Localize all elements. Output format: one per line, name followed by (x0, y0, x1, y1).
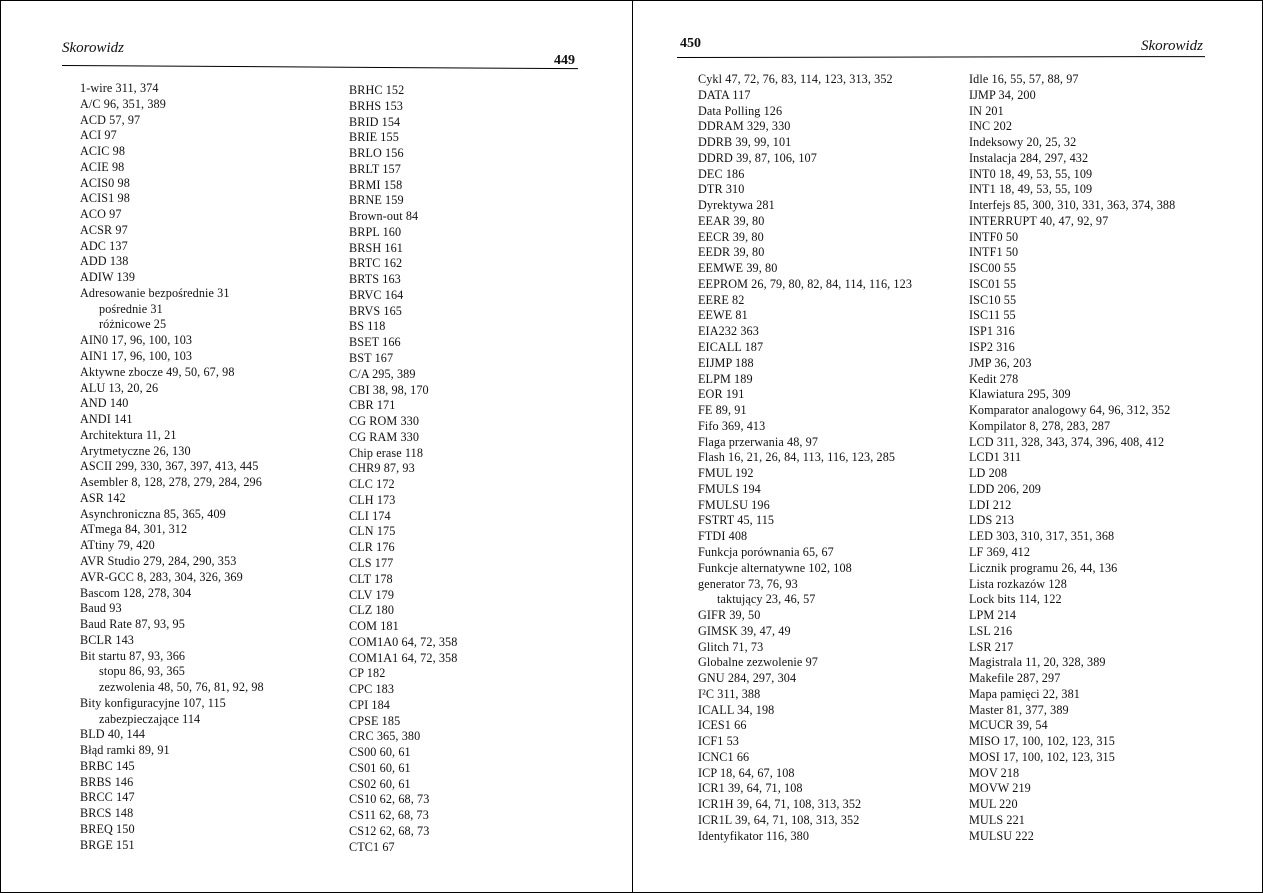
index-entry: Bity konfiguracyjne 107, 115 (80, 695, 226, 710)
index-column-2 (969, 72, 1175, 845)
index-entry: BRHC 152 (349, 83, 405, 97)
index-entry: MISO 17, 100, 102, 123, 315 (969, 734, 1115, 749)
index-entry: COM 181 (349, 619, 399, 634)
index-entry: Klawiatura 295, 309 (969, 387, 1071, 402)
index-entry: CLN 175 (349, 524, 396, 539)
index-entry: Funkcja porównania 65, 67 (698, 544, 834, 559)
index-entry: ICES1 66 (698, 718, 747, 733)
index-entry: CS02 60, 61 (349, 776, 411, 791)
index-entry: ALU 13, 20, 26 (80, 380, 159, 395)
index-entry: INTF0 50 (969, 229, 1019, 244)
index-entry: Dyrektywa 281 (698, 198, 775, 213)
index-entry: EEMWE 39, 80 (698, 261, 778, 276)
index-entry: CTC1 67 (349, 839, 395, 854)
header-rule (62, 65, 578, 69)
page-number: 449 (554, 53, 575, 68)
index-entry: ICR1L 39, 64, 71, 108, 313, 352 (698, 812, 860, 827)
index-entry: BST 167 (349, 351, 394, 366)
index-entry: JMP 36, 203 (969, 355, 1032, 370)
index-entry: EOR 191 (698, 387, 745, 402)
index-entry: EECR 39, 80 (698, 229, 764, 244)
index-entry: Flash 16, 21, 26, 84, 113, 116, 123, 285 (698, 450, 896, 465)
index-entry: ISP2 316 (969, 340, 1015, 355)
index-entry: Makefile 287, 297 (969, 671, 1061, 686)
index-entry: CLR 176 (349, 540, 395, 555)
index-entry: Asynchroniczna 85, 365, 409 (80, 506, 226, 521)
index-entry: ISC00 55 (969, 261, 1017, 276)
index-entry: Chip erase 118 (349, 445, 424, 460)
index-entry: BRTC 162 (349, 256, 403, 271)
index-entry: EEDR 39, 80 (698, 245, 765, 260)
index-entry: EEWE 81 (698, 308, 748, 323)
index-entry: ACIS0 98 (80, 175, 130, 190)
index-entry: Adresowanie bezpośrednie 31 (80, 285, 230, 300)
index-entry: EEPROM 26, 79, 80, 82, 84, 114, 116, 123 (698, 276, 913, 291)
index-entry: ELPM 189 (698, 371, 753, 386)
index-entry: GIFR 39, 50 (698, 608, 761, 623)
index-entry: EIJMP 188 (698, 355, 754, 370)
index-entry: MOSI 17, 100, 102, 123, 315 (969, 749, 1115, 764)
index-entry: AIN1 17, 96, 100, 103 (80, 349, 193, 364)
page-header-title: Skorowidz (62, 40, 124, 56)
index-entry: LCD1 311 (969, 450, 1022, 465)
index-entry: MUL 220 (969, 797, 1018, 812)
page-header-title: Skorowidz (1141, 38, 1203, 54)
index-entry: INC 202 (969, 119, 1013, 134)
index-entry: MOV 218 (969, 765, 1020, 780)
index-entry: ISC10 55 (969, 292, 1017, 307)
index-entry: ANDI 141 (80, 412, 133, 427)
index-entry: MULSU 222 (969, 828, 1034, 843)
index-entry: BLD 40, 144 (80, 727, 146, 742)
index-entry: LED 303, 310, 317, 351, 368 (969, 529, 1115, 544)
index-entry: DDRB 39, 99, 101 (698, 135, 792, 150)
index-entry: INTERRUPT 40, 47, 92, 97 (969, 213, 1109, 228)
index-entry: Asembler 8, 128, 278, 279, 284, 296 (80, 475, 262, 490)
index-entry: CHR9 87, 93 (349, 461, 415, 476)
index-entry: BRVS 165 (349, 303, 402, 318)
index-subentry: zabezpieczające 114 (99, 711, 201, 726)
index-entry: Baud 93 (80, 601, 122, 616)
index-entry: Glitch 71, 73 (698, 639, 764, 654)
index-entry: Flaga przerwania 48, 97 (698, 434, 819, 449)
index-entry: CLS 177 (349, 555, 394, 570)
index-entry: generator 73, 76, 93 (698, 576, 798, 591)
page-number: 450 (680, 36, 701, 51)
index-entry: ATtiny 79, 420 (80, 538, 155, 553)
index-entry: CLV 179 (349, 587, 395, 602)
index-entry: Idle 16, 55, 57, 88, 97 (969, 72, 1079, 86)
index-entry: ASCII 299, 330, 367, 397, 413, 445 (80, 459, 259, 474)
index-entry: INTF1 50 (969, 245, 1019, 260)
index-entry: LSR 217 (969, 639, 1014, 654)
index-entry: DDRAM 329, 330 (698, 119, 791, 134)
index-entry: CBI 38, 98, 170 (349, 382, 429, 397)
index-entry: Interfejs 85, 300, 310, 331, 363, 374, 388 (969, 198, 1176, 213)
index-entry: INT0 18, 49, 53, 55, 109 (969, 166, 1093, 181)
index-entry: AND 140 (80, 396, 129, 411)
index-entry: AVR-GCC 8, 283, 304, 326, 369 (80, 569, 243, 584)
index-entry: BRGE 151 (80, 837, 135, 852)
index-entry: BRBS 146 (80, 774, 134, 789)
index-entry: ISC11 55 (969, 308, 1016, 323)
index-entry: CPI 184 (349, 697, 390, 712)
index-entry: BREQ 150 (80, 821, 135, 836)
index-entry: ADIW 139 (80, 270, 136, 285)
index-entry: BSET 166 (349, 335, 401, 350)
index-entry: CPC 183 (349, 682, 395, 697)
index-entry: MOVW 219 (969, 781, 1031, 796)
index-subentry: pośrednie 31 (99, 301, 163, 316)
index-entry: Funkcje alternatywne 102, 108 (698, 560, 852, 575)
index-entry: Komparator analogowy 64, 96, 312, 352 (969, 403, 1171, 418)
index-entry: ACSR 97 (80, 222, 128, 237)
index-entry: IN 201 (969, 103, 1004, 118)
index-entry: DATA 117 (698, 87, 751, 102)
index-entry: DTR 310 (698, 182, 745, 197)
index-entry: Bascom 128, 278, 304 (80, 585, 192, 600)
index-entry: FMULS 194 (698, 481, 761, 496)
index-entry: Fifo 369, 413 (698, 418, 766, 433)
index-entry: ASR 142 (80, 490, 126, 505)
index-entry: ADD 138 (80, 254, 129, 269)
index-entry: C/A 295, 389 (349, 366, 416, 381)
index-entry: AVR Studio 279, 284, 290, 353 (80, 553, 237, 568)
index-column-1 (80, 81, 264, 854)
index-column-1 (698, 72, 912, 845)
index-entry: ICR1H 39, 64, 71, 108, 313, 352 (698, 797, 862, 812)
index-entry: BRCC 147 (80, 790, 135, 805)
index-entry: I²C 311, 388 (698, 686, 761, 701)
index-entry: ACI 97 (80, 128, 117, 143)
index-entry: ISP1 316 (969, 324, 1015, 339)
index-entry: FE 89, 91 (698, 403, 747, 418)
index-entry: BRHS 153 (349, 98, 403, 113)
index-entry: 1-wire 311, 374 (80, 81, 159, 95)
index-entry: BRIE 155 (349, 130, 399, 145)
index-entry: CS10 62, 68, 73 (349, 792, 430, 807)
index-entry: ACIS1 98 (80, 191, 130, 206)
index-entry: CLI 174 (349, 508, 391, 523)
index-entry: Cykl 47, 72, 76, 83, 114, 123, 313, 352 (698, 72, 893, 86)
index-entry: Magistrala 11, 20, 328, 389 (969, 655, 1106, 670)
index-entry: AIN0 17, 96, 100, 103 (80, 333, 193, 348)
index-entry: Licznik programu 26, 44, 136 (969, 560, 1118, 575)
index-entry: EIA232 363 (698, 324, 759, 339)
index-entry: ISC01 55 (969, 276, 1017, 291)
index-entry: LSL 216 (969, 623, 1013, 638)
index-entry: ADC 137 (80, 238, 128, 253)
left-page (1, 1, 632, 892)
index-entry: FTDI 408 (698, 529, 748, 544)
index-entry: LPM 214 (969, 608, 1017, 623)
index-entry: CS12 62, 68, 73 (349, 823, 430, 838)
index-entry: ACIE 98 (80, 159, 125, 174)
index-entry: CS00 60, 61 (349, 745, 411, 760)
index-entry: MULS 221 (969, 812, 1025, 827)
index-entry: LDD 206, 209 (969, 481, 1041, 496)
index-entry: BRBC 145 (80, 758, 135, 773)
index-entry: CLC 172 (349, 477, 395, 492)
index-entry: Data Polling 126 (698, 103, 783, 118)
index-entry: Lock bits 114, 122 (969, 592, 1062, 607)
index-entry: BRMI 158 (349, 177, 403, 192)
index-entry: FMUL 192 (698, 466, 754, 481)
index-entry: Lista rozkazów 128 (969, 576, 1067, 591)
index-entry: A/C 96, 351, 389 (80, 96, 166, 111)
index-entry: CLT 178 (349, 571, 393, 586)
index-entry: DEC 186 (698, 166, 745, 181)
index-entry: Baud Rate 87, 93, 95 (80, 617, 185, 632)
index-entry: Kedit 278 (969, 371, 1019, 386)
index-entry: CLZ 180 (349, 603, 395, 618)
index-entry: EICALL 187 (698, 340, 764, 355)
index-entry: Brown-out 84 (349, 209, 419, 224)
index-entry: LCD 311, 328, 343, 374, 396, 408, 412 (969, 434, 1165, 449)
index-entry: ICNC1 66 (698, 749, 750, 764)
index-entry: ACD 57, 97 (80, 112, 141, 127)
index-entry: CRC 365, 380 (349, 729, 421, 744)
index-entry: ICF1 53 (698, 734, 739, 749)
index-entry: Bit startu 87, 93, 366 (80, 648, 186, 663)
index-entry: LD 208 (969, 466, 1008, 481)
index-entry: Identyfikator 116, 380 (698, 828, 810, 843)
index-entry: BRLO 156 (349, 146, 404, 161)
index-entry: BRLT 157 (349, 161, 401, 176)
index-entry: IJMP 34, 200 (969, 87, 1036, 102)
index-entry: EERE 82 (698, 292, 745, 307)
index-subentry: różnicowe 25 (99, 317, 167, 332)
index-entry: COM1A0 64, 72, 358 (349, 634, 458, 649)
index-entry: BRTS 163 (349, 272, 401, 287)
index-entry: DDRD 39, 87, 106, 107 (698, 150, 817, 165)
index-entry: Mapa pamięci 22, 381 (969, 686, 1080, 701)
index-entry: BRCS 148 (80, 806, 134, 821)
index-entry: ICR1 39, 64, 71, 108 (698, 781, 803, 796)
index-entry: Aktywne zbocze 49, 50, 67, 98 (80, 364, 235, 379)
index-entry: CS01 60, 61 (349, 760, 411, 775)
index-entry: GNU 284, 297, 304 (698, 671, 797, 686)
index-entry: FMULSU 196 (698, 497, 770, 512)
index-entry: BS 118 (349, 319, 386, 334)
header-rule (677, 56, 1205, 58)
index-entry: Kompilator 8, 278, 283, 287 (969, 418, 1111, 433)
index-entry: ATmega 84, 301, 312 (80, 522, 188, 537)
index-entry: CPSE 185 (349, 713, 401, 728)
index-entry: Indeksowy 20, 25, 32 (969, 135, 1077, 150)
index-entry: Instalacja 284, 297, 432 (969, 150, 1089, 165)
index-entry: CS11 62, 68, 73 (349, 808, 429, 823)
index-entry: COM1A1 64, 72, 358 (349, 650, 458, 665)
index-entry: BRVC 164 (349, 287, 404, 302)
index-entry: LF 369, 412 (969, 544, 1031, 559)
index-entry: INT1 18, 49, 53, 55, 109 (969, 182, 1093, 197)
index-entry: BRPL 160 (349, 224, 402, 239)
index-column-2 (349, 83, 457, 856)
index-entry: Globalne zezwolenie 97 (698, 655, 818, 670)
index-entry: LDS 213 (969, 513, 1015, 528)
index-entry: GIMSK 39, 47, 49 (698, 623, 791, 638)
index-entry: ICP 18, 64, 67, 108 (698, 765, 795, 780)
index-entry: CG ROM 330 (349, 414, 420, 429)
index-subentry: stopu 86, 93, 365 (99, 664, 186, 679)
index-subentry: zezwolenia 48, 50, 76, 81, 92, 98 (99, 680, 264, 695)
index-entry: Architektura 11, 21 (80, 427, 177, 442)
index-entry: Arytmetyczne 26, 130 (80, 443, 191, 458)
index-entry: BRID 154 (349, 114, 401, 129)
index-entry: BCLR 143 (80, 632, 134, 647)
index-entry: CBR 171 (349, 398, 396, 413)
right-page (633, 1, 1262, 892)
index-entry: ACIC 98 (80, 144, 126, 159)
index-entry: CG RAM 330 (349, 429, 420, 444)
index-entry: Błąd ramki 89, 91 (80, 743, 170, 758)
index-entry: MCUCR 39, 54 (969, 718, 1048, 733)
index-entry: ACO 97 (80, 207, 122, 222)
index-entry: EEAR 39, 80 (698, 213, 765, 228)
index-entry: BRSH 161 (349, 240, 403, 255)
index-entry: FSTRT 45, 115 (698, 513, 775, 528)
index-subentry: taktujący 23, 46, 57 (717, 592, 816, 607)
index-entry: ICALL 34, 198 (698, 702, 775, 717)
index-entry: BRNE 159 (349, 193, 404, 208)
index-entry: Master 81, 377, 389 (969, 702, 1069, 717)
index-entry: CP 182 (349, 666, 386, 681)
index-entry: LDI 212 (969, 497, 1012, 512)
index-entry: CLH 173 (349, 492, 396, 507)
